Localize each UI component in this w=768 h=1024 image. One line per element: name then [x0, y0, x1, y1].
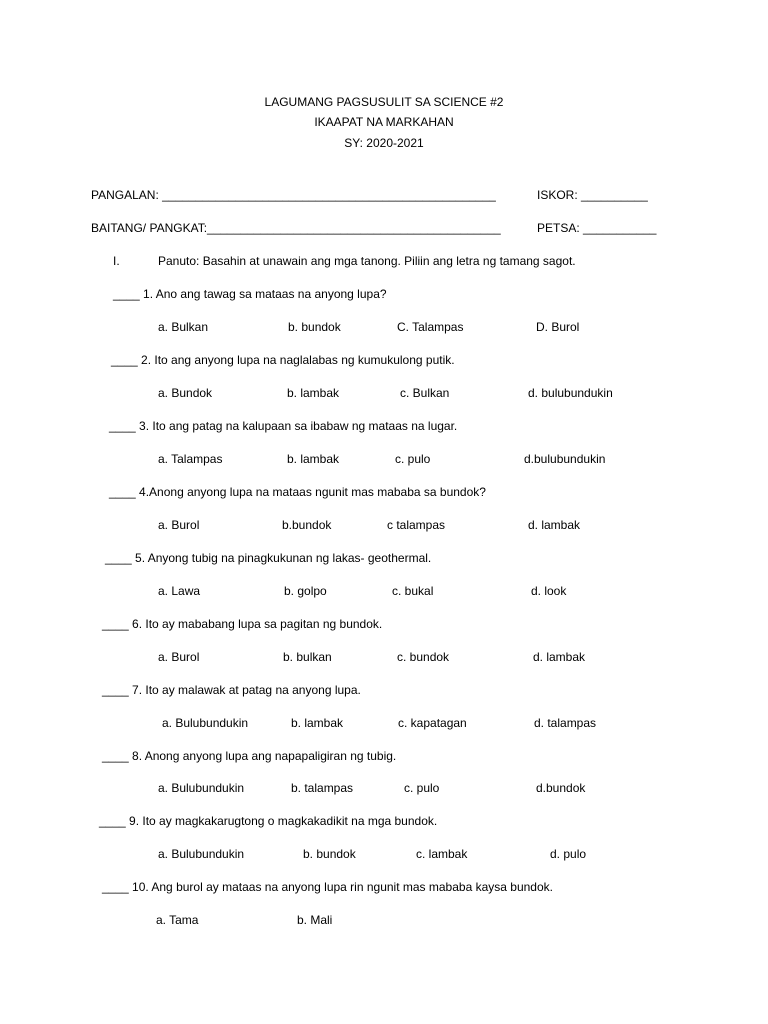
choice-b[interactable]: b. lambak — [287, 452, 340, 466]
baitang-field[interactable]: BAITANG/ PANGKAT:____________________________________________ — [91, 221, 501, 235]
question-5: ____ 5. Anyong tubig na pinagkukunan ng lakas- geothermal. — [105, 551, 432, 565]
choice-a[interactable]: a. Burol — [158, 518, 200, 532]
choice-a[interactable]: a. Burol — [158, 650, 200, 664]
choice-b[interactable]: b. bundok — [303, 847, 356, 861]
choice-a[interactable]: a. Talampas — [158, 452, 223, 466]
question-8: ____ 8. Anong anyong lupa ang napapaligiran ng tubig. — [102, 749, 397, 763]
title-line-2: IKAAPAT NA MARKAHAN — [314, 115, 454, 129]
choice-d[interactable]: D. Burol — [536, 320, 580, 334]
choice-b[interactable]: b.bundok — [282, 518, 332, 532]
pangalan-field[interactable]: PANGALAN: __________________________________________________ — [91, 188, 496, 202]
title-line-3: SY: 2020-2021 — [344, 136, 424, 150]
title-line-1: LAGUMANG PAGSUSULIT SA SCIENCE #2 — [264, 95, 504, 109]
choice-d[interactable]: d. bulubundukin — [528, 386, 613, 400]
choice-d[interactable]: d.bulubundukin — [524, 452, 606, 466]
question-10: ____ 10. Ang burol ay mataas na anyong lupa rin ngunit mas mababa kaysa bundok. — [102, 880, 553, 894]
choice-c[interactable]: c. lambak — [416, 847, 468, 861]
choice-b[interactable]: b. bulkan — [283, 650, 332, 664]
choice-c[interactable]: c. pulo — [395, 452, 431, 466]
question-6: ____ 6. Ito ay mababang lupa sa pagitan ng bundok. — [102, 617, 383, 631]
question-1: ____ 1. Ano ang tawag sa mataas na anyong lupa? — [113, 287, 387, 301]
question-4: ____ 4.Anong anyong lupa na mataas ngunit mas mababa sa bundok? — [109, 485, 486, 499]
choice-a[interactable]: a. Tama — [156, 913, 199, 927]
section-numeral: I. — [113, 254, 120, 268]
choice-d[interactable]: d. pulo — [550, 847, 587, 861]
choice-b[interactable]: b. bundok — [288, 320, 341, 334]
choice-b[interactable]: b. talampas — [291, 781, 354, 795]
choice-b[interactable]: b. lambak — [287, 386, 340, 400]
choice-c[interactable]: C. Talampas — [397, 320, 464, 334]
choice-d[interactable]: d.bundok — [536, 781, 586, 795]
choice-c[interactable]: c. bundok — [397, 650, 450, 664]
choice-d[interactable]: d. lambak — [533, 650, 586, 664]
choice-c[interactable]: c. kapatagan — [398, 716, 467, 730]
choice-b[interactable]: b. Mali — [297, 913, 333, 927]
choice-d[interactable]: d. lambak — [528, 518, 581, 532]
choice-a[interactable]: a. Bulkan — [158, 320, 209, 334]
choice-b[interactable]: b. golpo — [284, 584, 327, 598]
iskor-field[interactable]: ISKOR: __________ — [537, 188, 648, 202]
petsa-field[interactable]: PETSA: ___________ — [537, 221, 657, 235]
question-3: ____ 3. Ito ang patag na kalupaan sa ibabaw ng mataas na lugar. — [109, 419, 458, 433]
choice-b[interactable]: b. lambak — [291, 716, 344, 730]
choice-a[interactable]: a. Bulubundukin — [162, 716, 249, 730]
instructions: Panuto: Basahin at unawain ang mga tanong. Piliin ang letra ng tamang sagot. — [158, 254, 576, 268]
choice-c[interactable]: c. bukal — [392, 584, 434, 598]
question-2: ____ 2. Ito ang anyong lupa na naglalabas ng kumukulong putik. — [111, 353, 455, 367]
question-9: ____ 9. Ito ay magkakarugtong o magkakadikit na mga bundok. — [99, 814, 438, 828]
choice-a[interactable]: a. Bundok — [158, 386, 213, 400]
choice-c[interactable]: c talampas — [387, 518, 446, 532]
choice-c[interactable]: c. Bulkan — [400, 386, 450, 400]
question-7: ____ 7. Ito ay malawak at patag na anyong lupa. — [102, 683, 361, 697]
choice-a[interactable]: a. Bulubundukin — [158, 847, 245, 861]
choice-d[interactable]: d. look — [531, 584, 567, 598]
choice-a[interactable]: a. Lawa — [158, 584, 201, 598]
choice-d[interactable]: d. talampas — [534, 716, 597, 730]
choice-a[interactable]: a. Bulubundukin — [158, 781, 245, 795]
choice-c[interactable]: c. pulo — [404, 781, 440, 795]
